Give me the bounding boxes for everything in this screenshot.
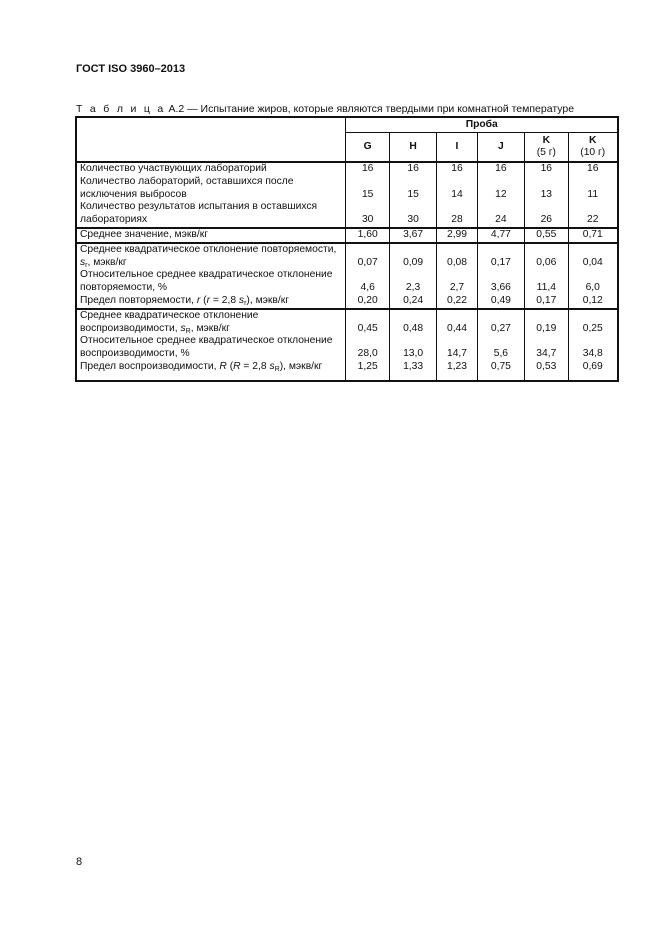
value-cell: 1,60 (346, 228, 389, 243)
value-cell: 0,04 (568, 243, 618, 270)
label-segment: ), мэкв/кг (279, 360, 323, 372)
value-cell: 0,06 (525, 243, 568, 270)
group-header: Проба (346, 117, 618, 133)
row-label (76, 269, 346, 295)
label-segment: ( (226, 360, 234, 372)
value-cell: 28,0 (346, 335, 389, 361)
row-label (76, 361, 346, 381)
value-cell: 16 (346, 162, 389, 176)
column-header (568, 133, 618, 163)
value-cell: 0,07 (346, 243, 389, 270)
value-cell: 30 (389, 201, 436, 228)
table-row (76, 335, 618, 361)
value-cell: 0,49 (477, 295, 524, 309)
value-cell: 0,55 (525, 228, 568, 243)
row-label (76, 228, 346, 243)
column-name: H (409, 141, 417, 152)
value-cell: 0,25 (568, 309, 618, 336)
table-row (76, 361, 618, 381)
column-subtitle: (10 г) (580, 147, 606, 158)
label-segment: Среднее значение, мэкв/кг (80, 228, 208, 240)
label-segment: r (206, 294, 210, 306)
table-row (76, 269, 618, 295)
value-cell: 0,17 (525, 295, 568, 309)
table-caption (76, 103, 574, 115)
value-cell: 0,53 (525, 361, 568, 381)
value-cell: 1,25 (346, 361, 389, 381)
label-segment: s (80, 256, 86, 268)
page-number: 8 (76, 856, 83, 868)
label-segment: Среднее квадратическое отклонение воспроизводимости, (80, 309, 259, 334)
column-name: I (455, 141, 459, 152)
document-header: ГОСТ ISO 3960–2013 (76, 63, 186, 75)
label-segment: s (269, 360, 275, 372)
value-cell: 11,4 (525, 269, 568, 295)
value-cell: 14 (437, 176, 477, 202)
value-cell: 34,8 (568, 335, 618, 361)
column-name: G (363, 141, 372, 152)
column-header (437, 133, 477, 163)
label-segment: Предел повторяемости, (80, 294, 197, 306)
value-cell: 12 (477, 176, 524, 202)
value-cell: 0,22 (437, 295, 477, 309)
row-label (76, 162, 346, 176)
value-cell: 4,77 (477, 228, 524, 243)
value-cell: 16 (568, 162, 618, 176)
label-segment: Среднее квадратическое отклонение повторяемости, (80, 243, 337, 255)
label-segment: R (185, 327, 191, 335)
label-segment: Количество участвующих лабораторий (80, 163, 267, 174)
value-cell: 2,3 (389, 269, 436, 295)
label-segment: r (244, 299, 247, 307)
value-cell: 2,7 (437, 269, 477, 295)
value-cell: 0,19 (525, 309, 568, 336)
label-segment: = 2,8 (240, 360, 270, 372)
table-row (76, 162, 618, 176)
caption-text: А.2 — Испытание жиров, которые являются твердыми при комнатной температуре (165, 103, 575, 115)
value-cell: 15 (389, 176, 436, 202)
value-cell: 0,09 (389, 243, 436, 270)
value-cell: 14,7 (437, 335, 477, 361)
value-cell: 16 (389, 162, 436, 176)
table-row (76, 176, 618, 202)
label-segment: Относительное среднее квадратическое отклонение повторяемости, % (80, 269, 333, 294)
value-cell: 0,08 (437, 243, 477, 270)
value-cell: 0,71 (568, 228, 618, 243)
value-cell: 0,27 (477, 309, 524, 336)
value-cell: 13,0 (389, 335, 436, 361)
label-segment: Количество лабораторий, оставшихся после исключения выбросов (80, 175, 294, 200)
value-cell: 1,23 (437, 361, 477, 381)
value-cell: 2,99 (437, 228, 477, 243)
value-cell: 4,6 (346, 269, 389, 295)
table-row (76, 228, 618, 243)
value-cell: 5,6 (477, 335, 524, 361)
label-segment: R (274, 365, 280, 373)
value-cell: 0,12 (568, 295, 618, 309)
label-segment: ), мэкв/кг (246, 294, 290, 306)
column-subtitle: (5 г) (536, 147, 556, 158)
value-cell: 30 (346, 201, 389, 228)
value-cell: 11 (568, 176, 618, 202)
value-cell: 34,7 (525, 335, 568, 361)
column-header (525, 133, 568, 163)
value-cell: 16 (437, 162, 477, 176)
value-cell: 26 (525, 201, 568, 228)
value-cell: 0,44 (437, 309, 477, 336)
row-label (76, 309, 346, 336)
value-cell: 16 (525, 162, 568, 176)
value-cell: 0,24 (389, 295, 436, 309)
label-segment: s (180, 322, 186, 334)
row-label (76, 295, 346, 309)
column-name: K (589, 135, 597, 146)
value-cell: 6,0 (568, 269, 618, 295)
value-cell: 13 (525, 176, 568, 202)
label-segment: Относительное среднее квадратическое отклонение воспроизводимости, % (80, 335, 333, 360)
column-header (346, 133, 389, 163)
table-row (76, 309, 618, 336)
row-label (76, 201, 346, 228)
value-cell: 16 (477, 162, 524, 176)
row-label (76, 335, 346, 361)
column-name: K (542, 135, 551, 146)
label-segment: , мэкв/кг (190, 322, 230, 334)
value-cell: 0,69 (568, 361, 618, 381)
label-segment: Количество результатов испытания в оставшихся лабораториях (80, 201, 318, 226)
table-row (76, 243, 618, 270)
value-cell: 0,75 (477, 361, 524, 381)
row-label (76, 176, 346, 202)
value-cell: 3,66 (477, 269, 524, 295)
row-label (76, 243, 346, 270)
label-segment: Предел воспроизводимости, (80, 360, 220, 372)
label-segment: s (238, 294, 245, 306)
caption-prefix: Т а б л и ц а (76, 103, 166, 115)
label-segment: r (85, 261, 88, 269)
value-cell: 28 (437, 201, 477, 228)
value-cell: 24 (477, 201, 524, 228)
table-row (76, 295, 618, 309)
results-table (75, 116, 619, 382)
value-cell: 0,17 (477, 243, 524, 270)
label-segment: = 2,8 (210, 294, 239, 306)
value-cell: 0,45 (346, 309, 389, 336)
label-segment: , мэкв/кг (87, 256, 127, 268)
value-cell: 22 (568, 201, 618, 228)
column-header (389, 133, 436, 163)
label-segment: R (219, 360, 227, 372)
value-cell: 0,20 (346, 295, 389, 309)
value-cell: 3,67 (389, 228, 436, 243)
value-cell: 1,33 (389, 361, 436, 381)
header-blank (76, 117, 346, 162)
column-header (477, 133, 524, 163)
value-cell: 0,48 (389, 309, 436, 336)
column-name: J (498, 141, 504, 152)
label-segment: r (196, 294, 201, 306)
value-cell: 15 (346, 176, 389, 202)
label-segment: R (233, 360, 241, 372)
label-segment: ( (200, 294, 207, 306)
table-row (76, 201, 618, 228)
